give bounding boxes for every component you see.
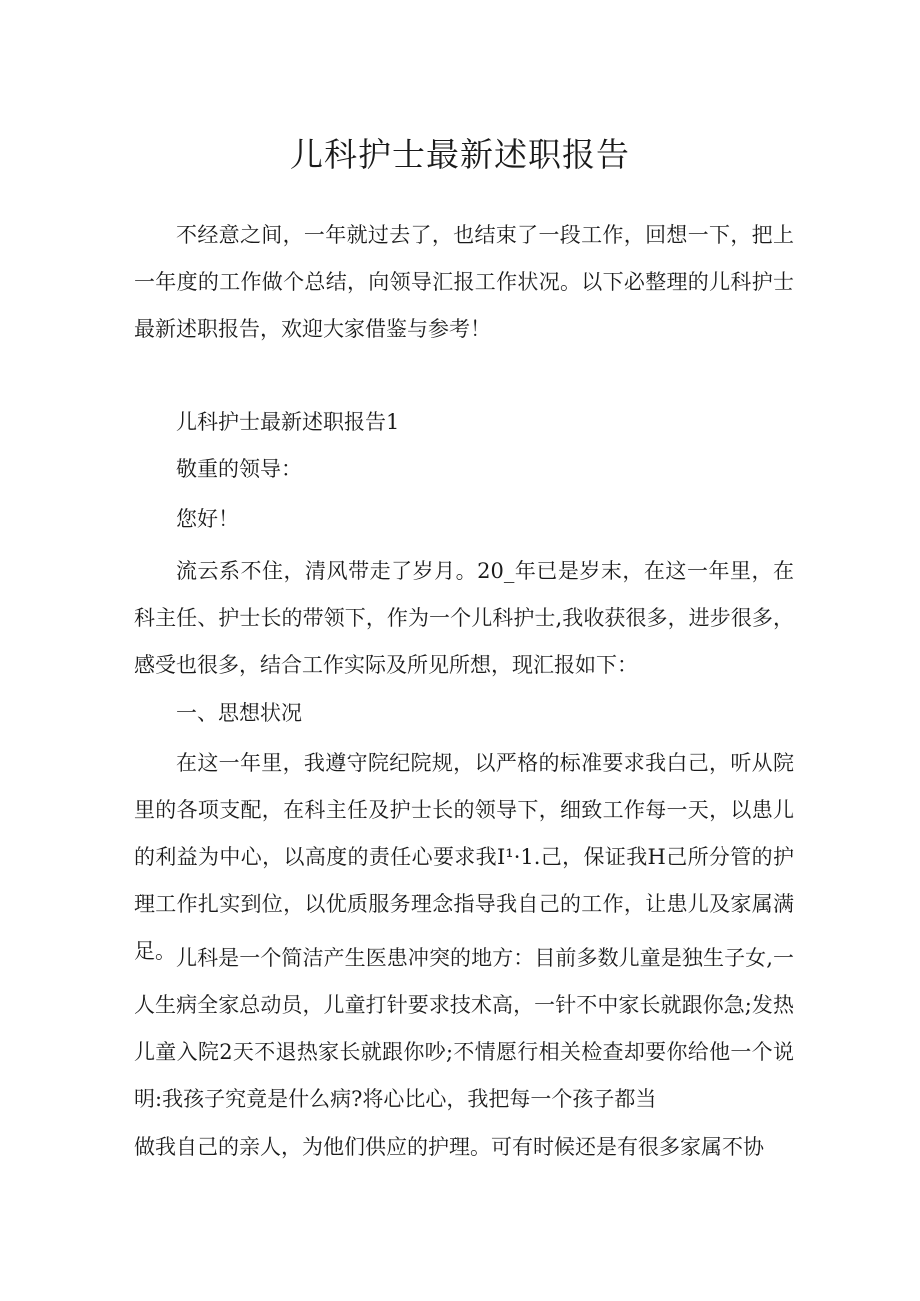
intro-paragraph: 不经意之间，一年就过去了，也结束了一段工作，回想一下，把上一年度的工作做个总结，向领导汇报工作状况。以下必整理的儿科护士最新述职报告，欢迎大家借鉴与参考！ [134, 223, 794, 341]
section-heading: 儿科护士最新述职报告1 [176, 410, 400, 434]
paragraph-1: 流云系不住，清风带走了岁月。20_年已是岁末，在这一年里，在科主任、护士长的带领下，作为一个儿科护士,我收获很多，进步很多，感受也很多，结合工作实际及所见所想，现汇报如下： [134, 559, 794, 677]
document-title: 儿科护士最新述职报告 [290, 135, 630, 174]
paragraph-3: 儿科是一个简洁产生医患冲突的地方：目前多数儿童是独生子女,一人生病全家总动员，儿童打针要求技术高，一针不中家长就跟你急;发热儿童入院2天不退热家长就跟你吵;不情愿行相关检查却要你给他一个说明:我孩子究竟是什么病?将心比心，我把每一个孩子都当 [134, 946, 794, 1111]
salutation: 敬重的领导： [176, 457, 302, 481]
greeting: 您好！ [176, 507, 239, 531]
paragraph-2: 在这一年里，我遵守院纪院规，以严格的标准要求我白己，听从院里的各项支配，在科主任及护士长的领导下，细致工作每一天，以患儿的利益为中心，以高度的责任心要求我I¹·1.己，保证我H己所分管的护理工作扎实到位，以优质服务理念指导我自己的工作，让患儿及家属满足。 [134, 751, 794, 963]
paragraph-4: 做我自己的亲人，为他们供应的护理。可有时候还是有很多家属不协 [134, 1135, 764, 1159]
subheading-thought-status: 一、思想状况 [176, 701, 302, 725]
